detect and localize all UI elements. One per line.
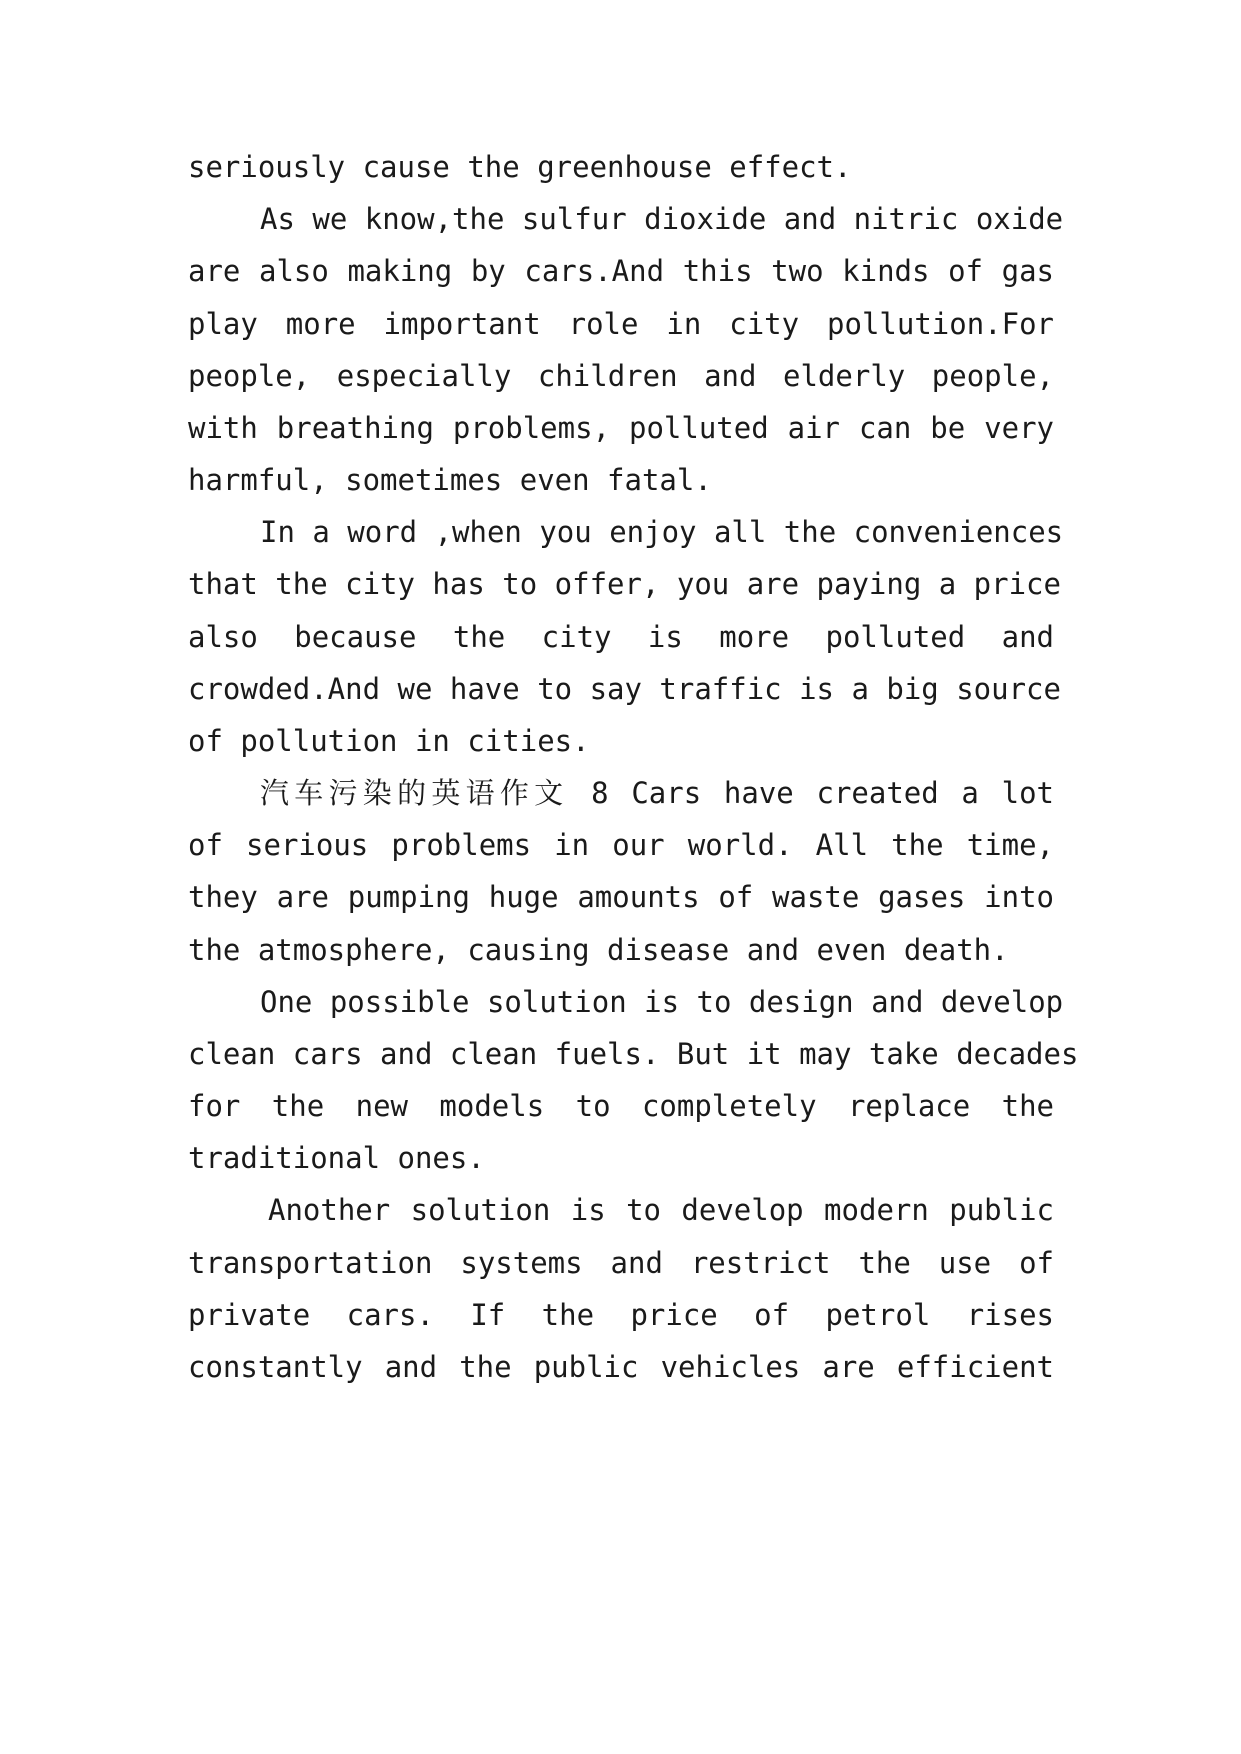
paragraph-start: As we know,the sulfur dioxide and nitric oxide bbox=[260, 202, 1064, 236]
text-line: harmful, sometimes even fatal. bbox=[188, 463, 712, 497]
text-line: seriously cause the greenhouse effect. bbox=[188, 150, 852, 184]
text-line: that the city has to offer, you are paying a price bbox=[188, 567, 1061, 601]
text-line: are also making by cars.And this two kinds of gas bbox=[188, 254, 1054, 288]
paragraph-start: In a word ,when you enjoy all the conveniences bbox=[260, 515, 1064, 549]
text-line: play more important role in city pollution.For bbox=[188, 307, 1054, 341]
text-line: constantly and the public vehicles are efficient bbox=[188, 1350, 1054, 1384]
text-line: clean cars and clean fuels. But it may take decades bbox=[188, 1037, 1079, 1071]
text-line: people, especially children and elderly people, bbox=[188, 359, 1054, 393]
text-line: private cars. If the price of petrol rises bbox=[188, 1298, 1054, 1332]
paragraph-start: One possible solution is to design and develop bbox=[260, 985, 1064, 1019]
text-line: for the new models to completely replace the bbox=[188, 1089, 1054, 1123]
section-heading-line: 汽车污染的英语作文 8 Cars have created a lot bbox=[260, 776, 1054, 810]
text-line: of serious problems in our world. All the time, bbox=[188, 828, 1054, 862]
text-line: the atmosphere, causing disease and even death. bbox=[188, 933, 1009, 967]
text-line: of pollution in cities. bbox=[188, 724, 590, 758]
text-line: they are pumping huge amounts of waste gases into bbox=[188, 880, 1054, 914]
text-line: crowded.And we have to say traffic is a big source bbox=[188, 672, 1061, 706]
paragraph-start: Another solution is to develop modern public bbox=[268, 1193, 1054, 1227]
text-line: traditional ones. bbox=[188, 1141, 485, 1175]
text-line: also because the city is more polluted and bbox=[188, 620, 1054, 654]
text-line: with breathing problems, polluted air can be very bbox=[188, 411, 1054, 445]
text-line: transportation systems and restrict the use of bbox=[188, 1246, 1054, 1280]
